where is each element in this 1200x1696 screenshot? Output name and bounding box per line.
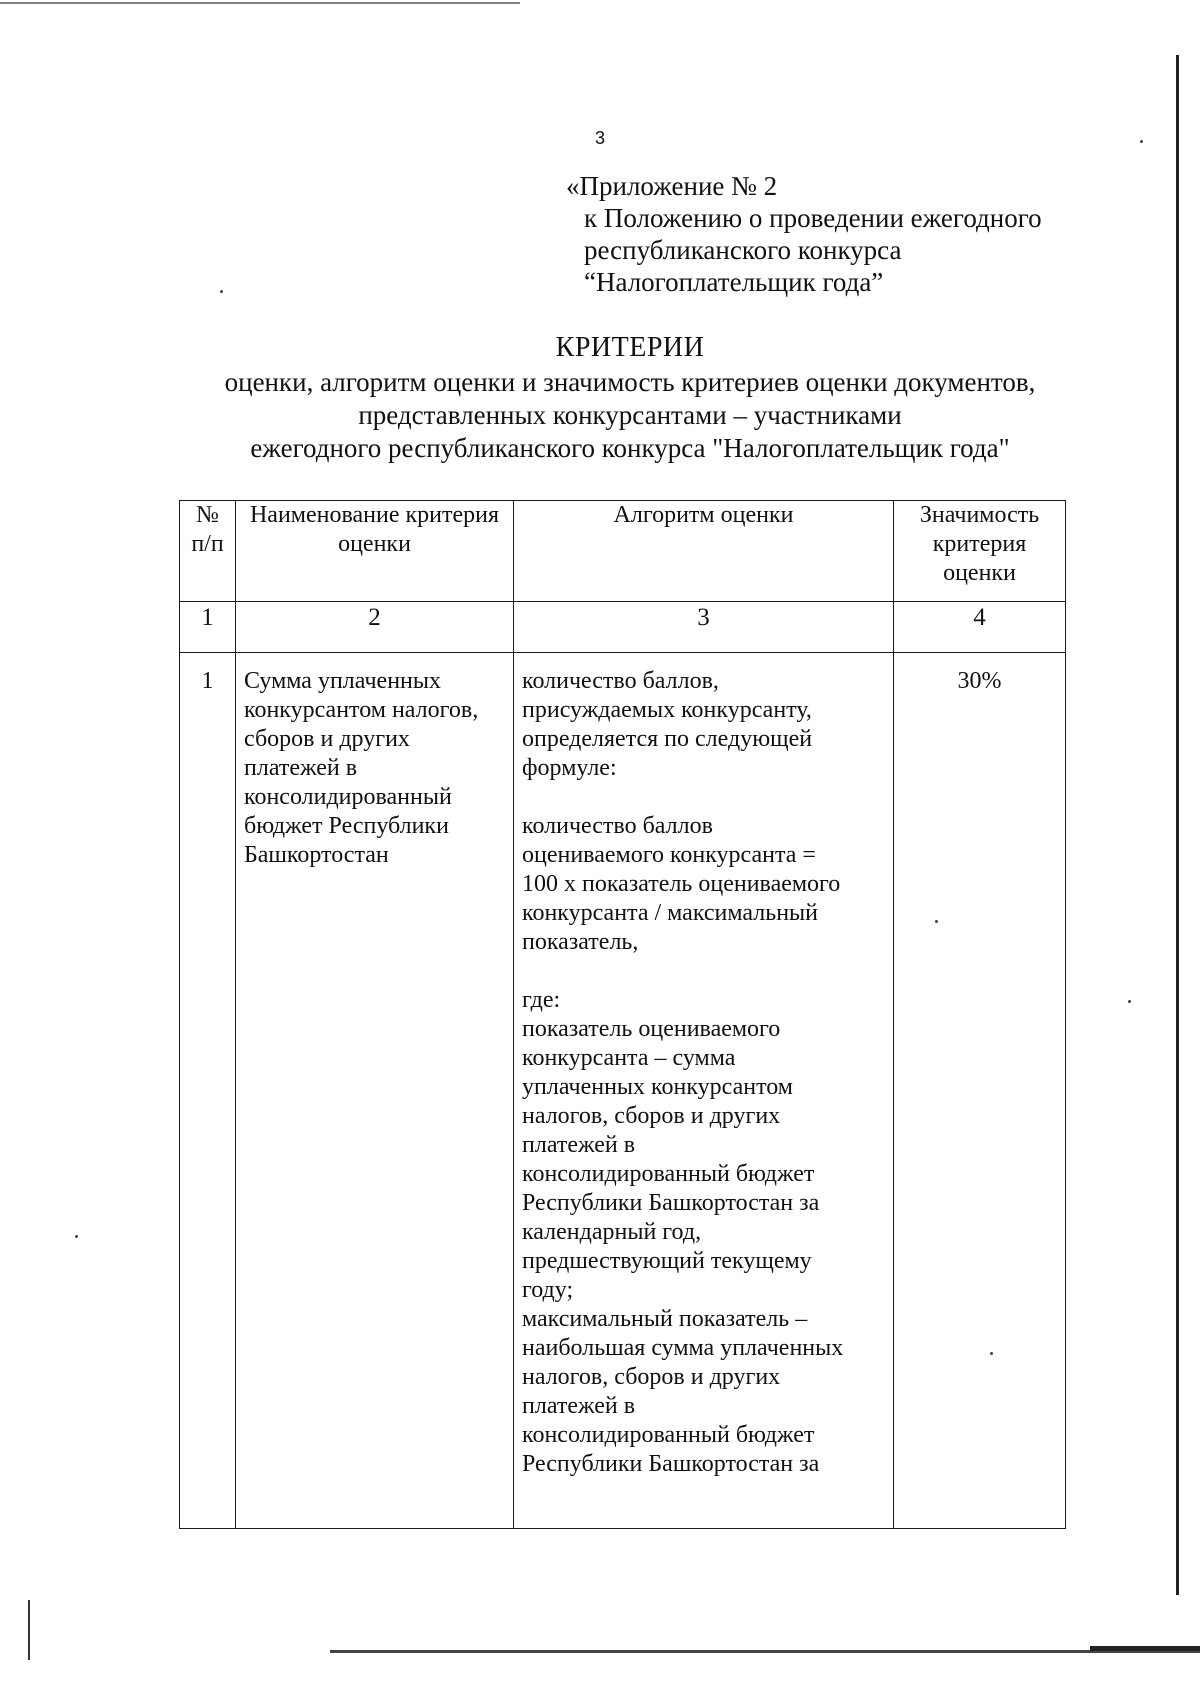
algorithm-line: наибольшая сумма уплаченных — [522, 1335, 844, 1361]
algorithm-line: налогов, сборов и других — [522, 1103, 781, 1129]
table-row — [180, 653, 1066, 1529]
algorithm-line: определяется по следующей — [522, 726, 813, 752]
algorithm-line: количество баллов, — [522, 668, 719, 694]
criterion-name: Сумма уплаченных конкурсантом налогов, сборов и других платежей в консолидированный бюджет Республики Башкортостан — [236, 653, 514, 1529]
column-number: 3 — [514, 602, 894, 653]
row-number: 1 — [180, 653, 236, 1529]
appendix-line: республиканского конкурса — [584, 235, 902, 265]
algorithm-line: платежей в — [522, 1132, 636, 1158]
scan-edge-right — [1176, 55, 1179, 1595]
header-no: № п/п — [180, 501, 236, 602]
algorithm-line: показатель оцениваемого — [522, 1016, 781, 1042]
algorithm-gap — [522, 783, 889, 812]
header-algorithm: Алгоритм оценки — [514, 501, 894, 602]
subtitle-line: оценки, алгоритм оценки и значимость критериев оценки документов, — [224, 367, 1036, 397]
algorithm-line: Республики Башкортостан за — [522, 1451, 820, 1477]
algorithm-line: Республики Башкортостан за — [522, 1190, 820, 1216]
scan-edge-left — [28, 1600, 30, 1660]
subtitle-line: ежегодного республиканского конкурса "Налогоплательщик года" — [250, 433, 1010, 463]
subtitle-line: представленных конкурсантами – участниками — [358, 400, 902, 430]
algorithm-line: 100 х показатель оцениваемого — [522, 871, 841, 897]
appendix-line: «Приложение № 2 — [566, 171, 778, 201]
document-title: КРИТЕРИИ — [555, 332, 705, 363]
table-header-row — [180, 501, 1066, 602]
column-number-row — [180, 602, 1066, 653]
scan-edge-top — [0, 2, 520, 4]
appendix-header — [566, 170, 1086, 298]
algorithm-line: предшествующий текущему — [522, 1248, 812, 1274]
algorithm-line: календарный год, — [522, 1219, 702, 1245]
appendix-line: “Налогоплательщик года” — [584, 267, 884, 297]
algorithm-line: количество баллов — [522, 813, 713, 839]
algorithm-line: консолидированный бюджет — [522, 1161, 815, 1187]
algorithm-line: консолидированный бюджет — [522, 1422, 815, 1448]
document-subtitle — [0, 366, 1200, 465]
algorithm-line: конкурсанта – сумма — [522, 1045, 736, 1071]
scan-speck — [220, 290, 223, 293]
algorithm-gap — [522, 957, 889, 986]
algorithm-line: налогов, сборов и других — [522, 1364, 781, 1390]
column-number: 2 — [236, 602, 514, 653]
scan-edge-bottom — [330, 1650, 1200, 1653]
algorithm-line: оцениваемого конкурсанта = — [522, 842, 816, 868]
algorithm-line: присуждаемых конкурсанту, — [522, 697, 812, 723]
appendix-line: к Положению о проведении ежегодного — [584, 203, 1042, 233]
criteria-table — [179, 500, 1066, 1529]
algorithm-line: показатель, — [522, 929, 639, 955]
criterion-weight: 30% — [894, 653, 1066, 1529]
algorithm-line: уплаченных конкурсантом — [522, 1074, 793, 1100]
scan-speck — [1128, 1000, 1131, 1003]
scan-speck — [75, 1235, 78, 1238]
algorithm-line: где: — [522, 987, 561, 1013]
header-weight: Значимость критерия оценки — [894, 501, 1066, 602]
scan-edge-bottom-dark — [1090, 1646, 1200, 1651]
criterion-algorithm — [514, 653, 894, 1529]
column-number: 4 — [894, 602, 1066, 653]
algorithm-line: формуле: — [522, 755, 617, 781]
scan-speck — [1140, 140, 1143, 143]
page-number: 3 — [594, 128, 605, 148]
algorithm-line: платежей в — [522, 1393, 636, 1419]
algorithm-line: конкурсанта / максимальный — [522, 900, 819, 926]
algorithm-line: максимальный показатель – — [522, 1306, 808, 1332]
header-name: Наименование критерия оценки — [236, 501, 514, 602]
column-number: 1 — [180, 602, 236, 653]
algorithm-line: году; — [522, 1277, 574, 1303]
